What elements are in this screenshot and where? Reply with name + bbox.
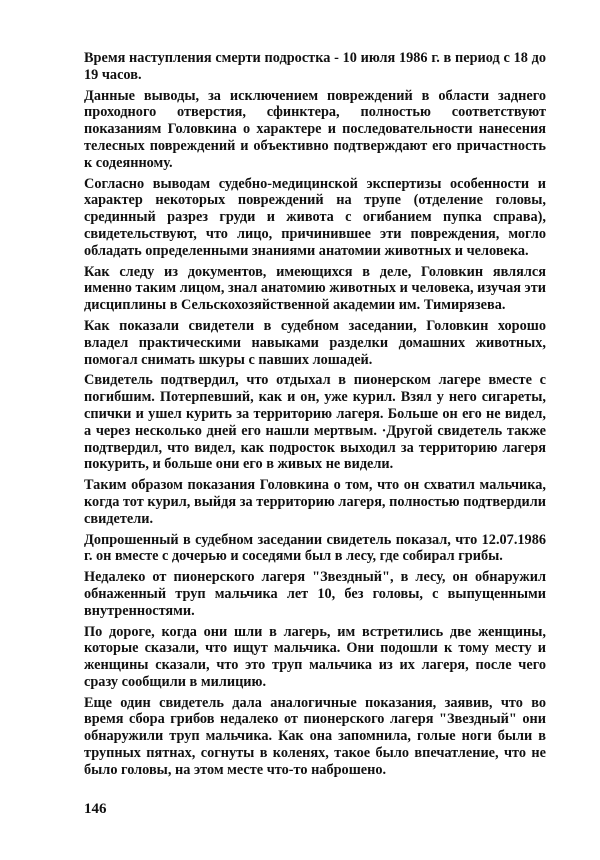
paragraph: Свидетель подтвердил, что отдыхал в пионерском лагере вместе с погибшим. Потерпевший, как и он, уже курил. Взял у него сигареты, спички и ушел курить за территорию лагеря. Больше он его не видел, а через несколько дней его нашли мертвым. ·Другой свидетель также подтвердил, что видел, как подросток выходил за территорию лагеря покурить, и больше они его в живых не видели. (84, 372, 546, 473)
paragraph: Согласно выводам судебно-медицинской экспертизы особенности и характер некоторых повреждений на трупе (отделение головы, срединный разрез груди и живота с огибанием пупка справа), свидетельствуют, что лицо, причинившее эти повреждения, могло обладать определенными знаниями анатомии животных и человека. (84, 175, 546, 259)
paragraph: Как показали свидетели в судебном заседании, Головкин хорошо владел практическими навыками разделки домашних животных, помогал снимать шкуры с павших лошадей. (84, 317, 546, 368)
paragraph: Еще один свидетель дала аналогичные показания, заявив, что во время сбора грибов недалеко от пионерского лагеря "Звездный" они обнаружили труп мальчика. Как она запомнила, голые ноги были в трупных пятнах, согнуты в коленях, такое было впечатление, что не было головы, на этом месте что-то наброшено. (84, 694, 546, 778)
paragraph: Время наступления смерти подростка - 10 июля 1986 г. в период с 18 до 19 часов. (84, 50, 546, 83)
paragraph: Как следу из документов, имеющихся в деле, Головкин являлся именно таким лицом, знал анатомию животных и человека, изучая эти дисциплины в Сельскохозяйственной академии им. Тимирязева. (84, 263, 546, 314)
paragraph: Недалеко от пионерского лагеря "Звездный", в лесу, он обнаружил обнаженный труп мальчика лет 10, без головы, с выпущенными внутренностями. (84, 569, 546, 619)
paragraph: По дороге, когда они шли в лагерь, им встретились две женщины, которые сказали, что ищут мальчика. Они подошли к тому месту и женщины сказали, что это труп мальчика из их лагеря, после чего сразу сообщили в милицию. (84, 623, 546, 690)
paragraph: Данные выводы, за исключением повреждений в области заднего проходного отверстия, сфинктера, полностью соответствуют показаниям Головкина о характере и последовательности нанесения телесных повреждений и объективно подтверждают его причастность к содеянному. (84, 87, 546, 171)
paragraph: Таким образом показания Головкина о том, что он схватил мальчика, когда тот курил, выйдя за территорию лагеря, полностью подтвердили свидетели. (84, 477, 546, 527)
body-text (84, 50, 546, 783)
paragraph: Допрошенный в судебном заседании свидетель показал, что 12.07.1986 г. он вместе с дочерью и соседями был в лесу, где собирал грибы. (84, 531, 546, 565)
page-number: 146 (84, 801, 107, 817)
